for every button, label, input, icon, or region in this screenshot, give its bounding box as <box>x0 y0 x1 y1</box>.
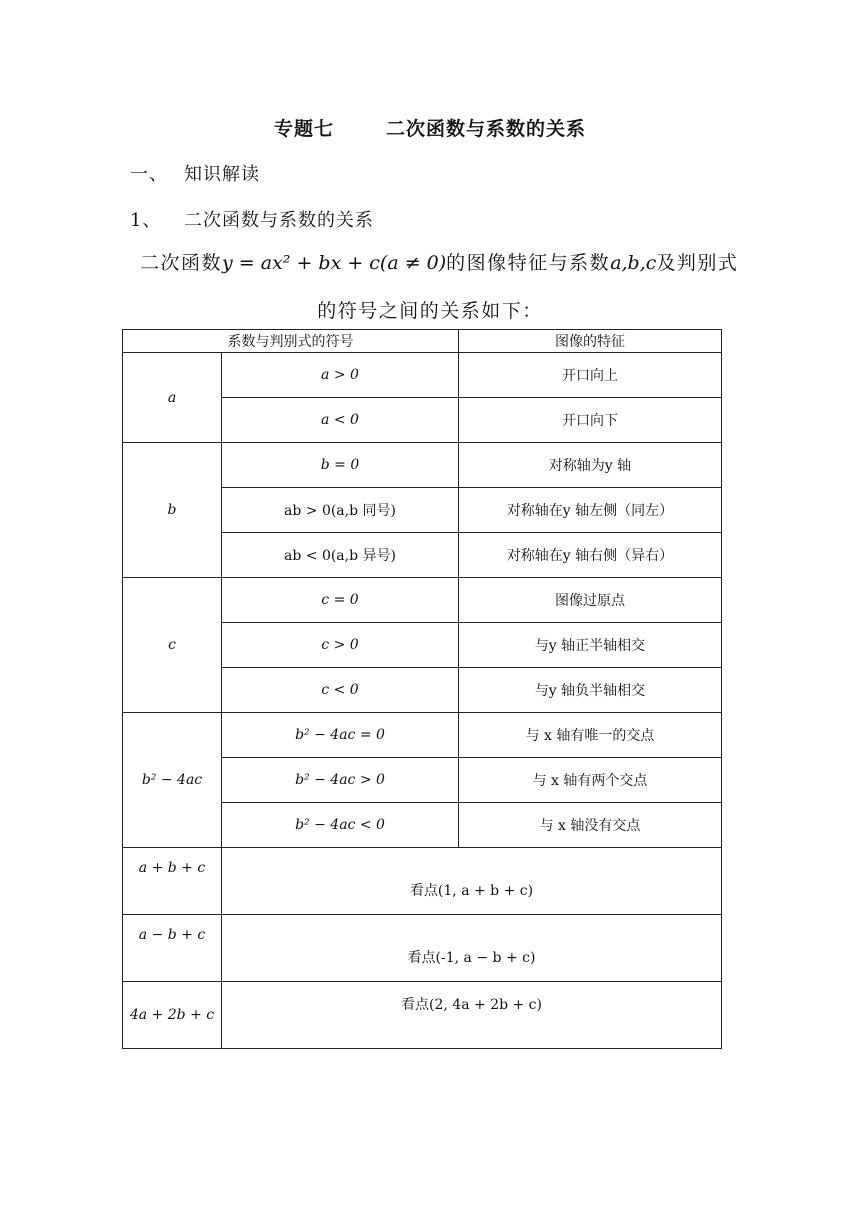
condition-cell: c > 0 <box>222 623 459 668</box>
header-sign: 系数与判别式的符号 <box>123 330 459 353</box>
point-label: 4a + 2b + c <box>123 982 222 1049</box>
section-number: 一、 <box>130 164 168 185</box>
table-row <box>123 353 722 398</box>
table-row <box>123 578 722 623</box>
section-heading-2 <box>130 206 374 232</box>
feature-cell: 开口向下 <box>459 398 722 443</box>
condition-cell: b = 0 <box>222 443 459 488</box>
condition-cell: ab < 0(a,b 异号) <box>222 533 459 578</box>
group-label-discriminant: b² − 4ac <box>123 713 222 848</box>
section-text: 知识解读 <box>184 164 260 185</box>
condition-cell: b² − 4ac = 0 <box>222 713 459 758</box>
intro-suffix: 及判别式 <box>656 252 739 274</box>
intro-middle: 的图像特征与系数 <box>446 252 611 274</box>
intro-vars: a,b,c <box>610 252 657 274</box>
condition-cell: a < 0 <box>222 398 459 443</box>
intro-line-2: 的符号之间的关系如下： <box>317 300 543 322</box>
intro-prefix: 二次函数 <box>140 252 223 274</box>
condition-cell: ab > 0(a,b 同号) <box>222 488 459 533</box>
feature-cell: 与y 轴负半轴相交 <box>459 668 722 713</box>
table-row <box>123 713 722 758</box>
title-part2: 二次函数与系数的关系 <box>386 118 587 140</box>
feature-cell: 对称轴在y 轴右侧（异右） <box>459 533 722 578</box>
feature-cell: 与 x 轴没有交点 <box>459 803 722 848</box>
point-label: a + b + c <box>123 848 222 915</box>
feature-cell: 图像过原点 <box>459 578 722 623</box>
relation-table <box>122 329 722 1049</box>
feature-cell: 与y 轴正半轴相交 <box>459 623 722 668</box>
condition-cell: a > 0 <box>222 353 459 398</box>
title-part1: 专题七 <box>273 118 334 140</box>
page-title <box>0 114 860 141</box>
point-text: 看点(-1, a − b + c) <box>222 915 722 982</box>
table-row <box>123 915 722 982</box>
point-text: 看点(2, 4a + 2b + c) <box>222 982 722 1049</box>
table-row <box>123 443 722 488</box>
intro-formula: y = ax² + bx + c(a ≠ 0) <box>222 252 447 274</box>
table-row <box>123 982 722 1049</box>
section-heading-1 <box>130 160 260 186</box>
group-label-b: b <box>123 443 222 578</box>
section-text: 二次函数与系数的关系 <box>184 210 374 231</box>
group-label-a: a <box>123 353 222 443</box>
section-number: 1、 <box>130 210 162 231</box>
condition-cell: b² − 4ac > 0 <box>222 758 459 803</box>
intro-line-1 <box>140 248 738 275</box>
condition-cell: c = 0 <box>222 578 459 623</box>
feature-cell: 与 x 轴有唯一的交点 <box>459 713 722 758</box>
table-header-row <box>123 330 722 353</box>
condition-cell: b² − 4ac < 0 <box>222 803 459 848</box>
feature-cell: 对称轴为y 轴 <box>459 443 722 488</box>
point-label: a − b + c <box>123 915 222 982</box>
point-text: 看点(1, a + b + c) <box>222 848 722 915</box>
group-label-c: c <box>123 578 222 713</box>
condition-cell: c < 0 <box>222 668 459 713</box>
table-row <box>123 848 722 915</box>
feature-cell: 开口向上 <box>459 353 722 398</box>
feature-cell: 与 x 轴有两个交点 <box>459 758 722 803</box>
header-feature: 图像的特征 <box>459 330 722 353</box>
feature-cell: 对称轴在y 轴左侧（同左） <box>459 488 722 533</box>
